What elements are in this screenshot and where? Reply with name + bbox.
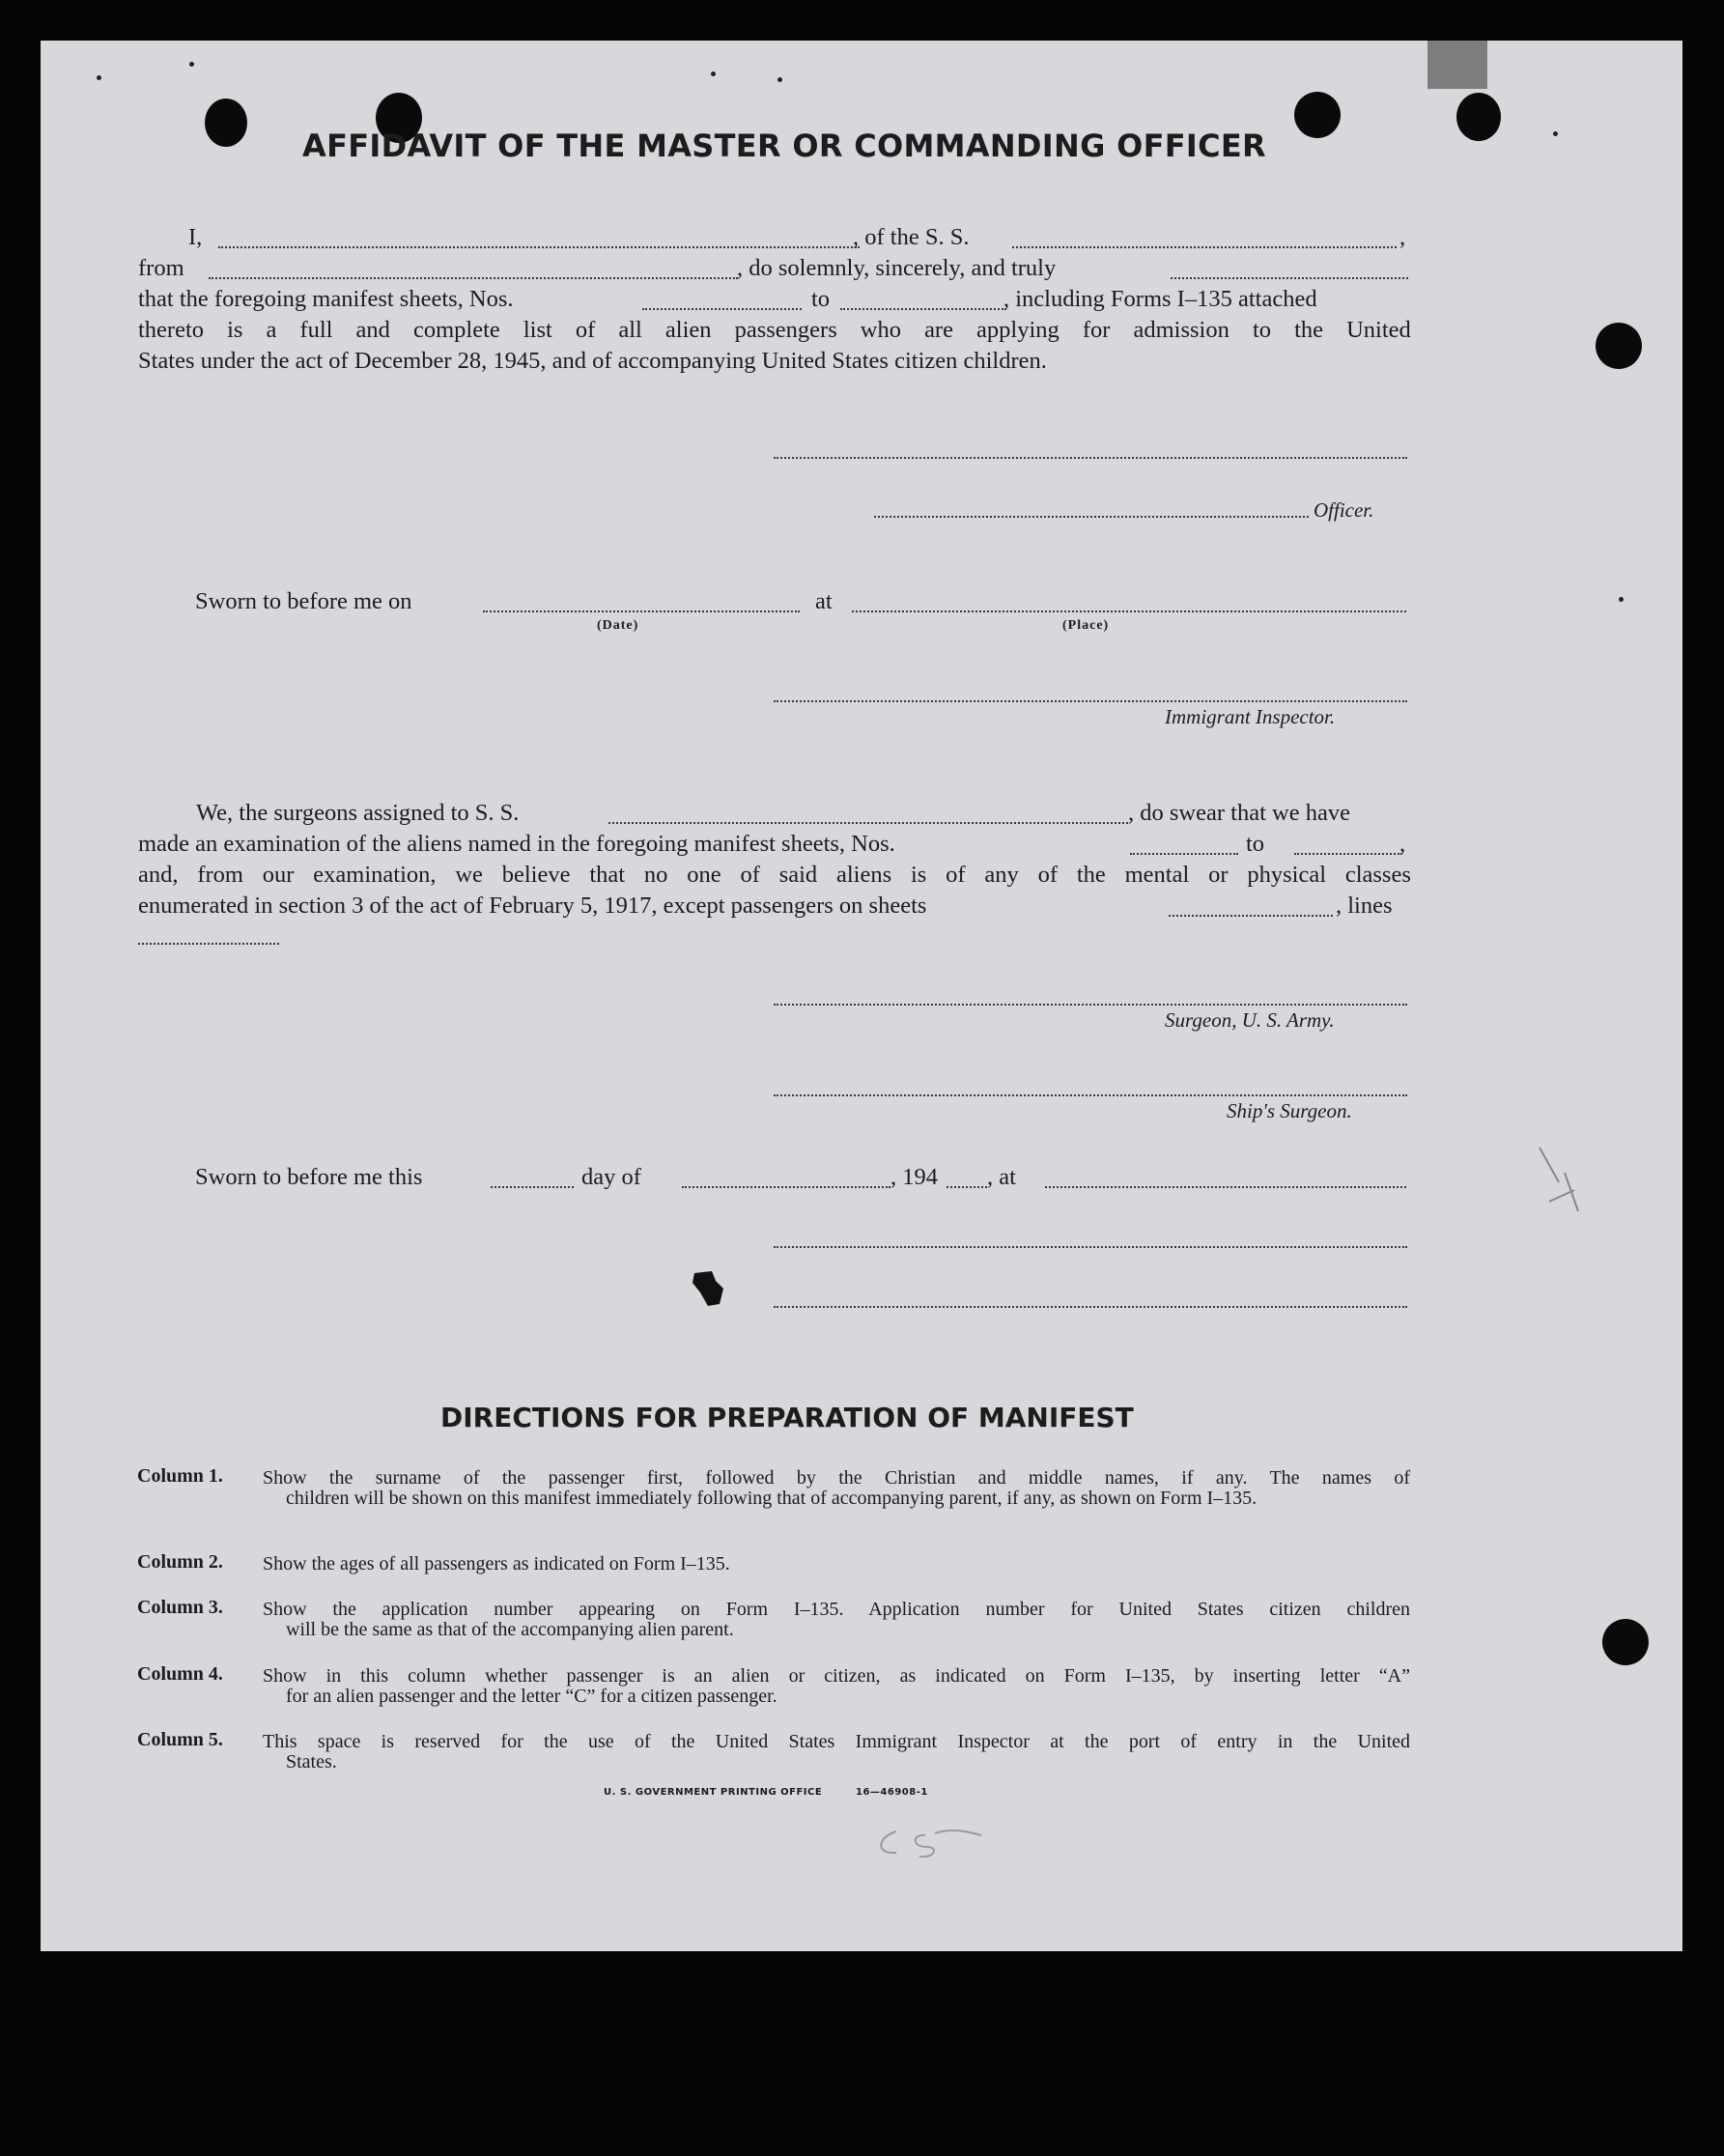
word: aliens <box>835 862 892 888</box>
word: the <box>1076 862 1106 888</box>
word: that <box>589 862 626 888</box>
officer-label: Officer. <box>1314 498 1374 522</box>
punch-hole <box>1596 323 1642 369</box>
word: is <box>910 862 927 888</box>
affidavit-line <box>138 253 1411 284</box>
affidavit-text: I, <box>188 224 203 250</box>
column-5-label: Column 5. <box>137 1729 223 1750</box>
column-3-text <box>263 1600 1410 1640</box>
word: of <box>946 862 966 888</box>
surgeons-paragraph <box>138 798 1411 922</box>
word: mental <box>1124 862 1190 888</box>
ship-name-field[interactable] <box>1012 246 1397 248</box>
column-1-text <box>263 1468 1410 1509</box>
column-4-first: Show in this column whether passenger is an alien or citizen, as indicated on Form I–135, by inserting letter “A” <box>263 1665 1410 1687</box>
sworn-place-field[interactable] <box>1045 1186 1406 1188</box>
word: one <box>687 862 721 888</box>
day-of-text: day of <box>581 1164 641 1190</box>
word: full <box>299 317 333 343</box>
column-2-label: Column 2. <box>137 1551 223 1573</box>
punch-hole <box>1294 92 1341 138</box>
day-field[interactable] <box>491 1186 574 1188</box>
punch-hole <box>1456 93 1501 141</box>
torn-corner <box>1427 41 1487 89</box>
affidavit-line <box>138 284 1411 315</box>
word: of <box>740 862 760 888</box>
sworn-text: Sworn to before me this <box>195 1164 423 1190</box>
ship-surgeon-signature-line[interactable] <box>774 1094 1407 1096</box>
punch-hole <box>1602 1619 1649 1665</box>
word: and, <box>138 862 179 888</box>
word: for <box>1082 317 1111 343</box>
affidavit-text: , do solemnly, sincerely, and truly <box>737 255 1057 281</box>
surgeons-text: enumerated in section 3 of the act of February 5, 1917, except passengers on sheets <box>138 893 927 919</box>
surgeons-text: , do swear that we have <box>1128 800 1350 826</box>
column-3-rest: will be the same as that of the accompanying alien parent. <box>286 1619 734 1640</box>
affidavit-text: that the foregoing manifest sheets, Nos. <box>138 286 514 312</box>
word: to <box>1252 317 1271 343</box>
place-caption: (Place) <box>1062 618 1110 633</box>
pencil-mark <box>1530 1144 1588 1221</box>
date-caption: (Date) <box>597 618 639 633</box>
word: no <box>643 862 668 888</box>
officer-title-line[interactable] <box>874 516 1309 518</box>
ink-speck <box>97 75 101 80</box>
sheet-from-field[interactable] <box>642 308 802 310</box>
lines-field[interactable] <box>138 943 279 945</box>
column-4-label: Column 4. <box>137 1663 223 1685</box>
surgeons-line <box>138 860 1411 891</box>
ink-speck <box>1619 597 1624 602</box>
affidavit-text: from <box>138 255 184 281</box>
word: are <box>924 317 953 343</box>
ink-speck <box>711 71 716 76</box>
surgeons-line <box>138 798 1411 829</box>
year-text: , 194 <box>890 1164 938 1190</box>
surgeon-sheet-to-field[interactable] <box>1294 853 1402 855</box>
word: passengers <box>734 317 837 343</box>
affidavit-line <box>138 315 1411 346</box>
except-sheets-field[interactable] <box>1169 915 1333 917</box>
column-1-first: Show the surname of the passenger first, followed by the Christian and middle names, if any. The names of <box>263 1467 1410 1489</box>
oath-field[interactable] <box>1171 277 1408 279</box>
word: or <box>1208 862 1229 888</box>
surgeons-text: , <box>1399 831 1406 857</box>
word: any <box>984 862 1019 888</box>
column-4-text <box>263 1666 1410 1707</box>
word: who <box>860 317 901 343</box>
ink-speck <box>189 62 194 67</box>
officer-signature-line[interactable] <box>774 457 1407 459</box>
column-5-first: This space is reserved for the use of the United States Immigrant Inspector at the port of entry in the United <box>263 1731 1410 1752</box>
word: a <box>266 317 277 343</box>
affidavit-text: , of the S. S. <box>853 224 970 250</box>
column-3-first: Show the application number appearing on Form I–135. Application number for United States citizen children <box>263 1599 1410 1620</box>
place-field[interactable] <box>852 610 1406 612</box>
inspector-signature-line[interactable] <box>774 700 1407 702</box>
printer-imprint: U. S. GOVERNMENT PRINTING OFFICE <box>604 1787 823 1798</box>
word: of <box>1037 862 1059 888</box>
affidavit-paragraph <box>138 222 1411 377</box>
word: classes <box>1344 862 1411 888</box>
sheet-to-field[interactable] <box>840 308 1006 310</box>
form-code: 16—46908-1 <box>856 1787 928 1798</box>
directions-title: DIRECTIONS FOR PREPARATION OF MANIFEST <box>440 1402 1134 1433</box>
word: the <box>1294 317 1323 343</box>
word: thereto <box>138 317 205 343</box>
ink-speck <box>1553 131 1558 136</box>
surgeons-line <box>138 829 1411 860</box>
column-1-rest: children will be shown on this manifest immediately following that of accompanying parent, if any, as shown on Form I–135. <box>286 1488 1258 1509</box>
at-text: , at <box>987 1164 1016 1190</box>
word: alien <box>664 317 712 343</box>
sworn-text: Sworn to before me on <box>195 588 412 614</box>
word: complete <box>412 317 500 343</box>
punch-hole <box>205 99 247 147</box>
surgeon-sheet-from-field[interactable] <box>1130 853 1238 855</box>
ink-blot <box>691 1269 725 1308</box>
column-5-text <box>263 1732 1410 1773</box>
signature-line[interactable] <box>774 1246 1407 1248</box>
affidavit-line <box>138 346 1411 377</box>
column-5-rest: States. <box>286 1751 337 1773</box>
word: believe <box>501 862 571 888</box>
word: admission <box>1133 317 1229 343</box>
pencil-mark <box>867 1826 993 1860</box>
column-2-text <box>263 1554 1410 1574</box>
affidavit-line <box>138 222 1411 253</box>
surgeons-text: made an examination of the aliens named in the foregoing manifest sheets, Nos. <box>138 831 895 857</box>
sworn-at-text: at <box>815 588 833 614</box>
from-field[interactable] <box>209 277 738 279</box>
affidavit-text: to <box>811 286 831 312</box>
month-field[interactable] <box>682 1186 890 1188</box>
column-2-single: Show the ages of all passengers as indicated on Form I–135. <box>263 1553 730 1574</box>
ink-speck <box>777 77 782 82</box>
word: said <box>778 862 818 888</box>
affidavit-text: , <box>1399 224 1406 250</box>
word: list <box>523 317 552 343</box>
word: all <box>618 317 642 343</box>
surgeons-line <box>138 891 1411 922</box>
word: United <box>1346 317 1411 343</box>
army-surgeon-label: Surgeon, U. S. Army. <box>1165 1008 1335 1032</box>
year-field[interactable] <box>947 1186 987 1188</box>
surgeons-text: , lines <box>1336 893 1393 919</box>
column-1-label: Column 1. <box>137 1465 223 1487</box>
signature-line[interactable] <box>774 1306 1407 1308</box>
word: our <box>262 862 295 888</box>
ship-surgeon-label: Ship's Surgeon. <box>1227 1099 1352 1122</box>
word: we <box>455 862 483 888</box>
affidavit-text: , including Forms I–135 attached <box>1003 286 1317 312</box>
word: examination, <box>313 862 437 888</box>
word: and <box>355 317 390 343</box>
word: from <box>197 862 243 888</box>
name-field[interactable] <box>218 246 860 248</box>
date-field[interactable] <box>483 610 800 612</box>
word: physical <box>1247 862 1327 888</box>
word: applying <box>976 317 1060 343</box>
column-4-rest: for an alien passenger and the letter “C” for a citizen passenger. <box>286 1686 777 1707</box>
surgeons-text: to <box>1246 831 1265 857</box>
column-3-label: Column 3. <box>137 1597 223 1618</box>
surgeons-text: We, the surgeons assigned to S. S. <box>196 800 520 826</box>
word: of <box>575 317 596 343</box>
affidavit-text: States under the act of December 28, 1945, and of accompanying United States citizen children. <box>138 348 1047 374</box>
word: is <box>227 317 243 343</box>
inspector-label: Immigrant Inspector. <box>1165 705 1336 728</box>
page-title: AFFIDAVIT OF THE MASTER OR COMMANDING OFFICER <box>302 128 1266 164</box>
army-surgeon-signature-line[interactable] <box>774 1004 1407 1006</box>
surgeon-ship-field[interactable] <box>608 822 1128 824</box>
